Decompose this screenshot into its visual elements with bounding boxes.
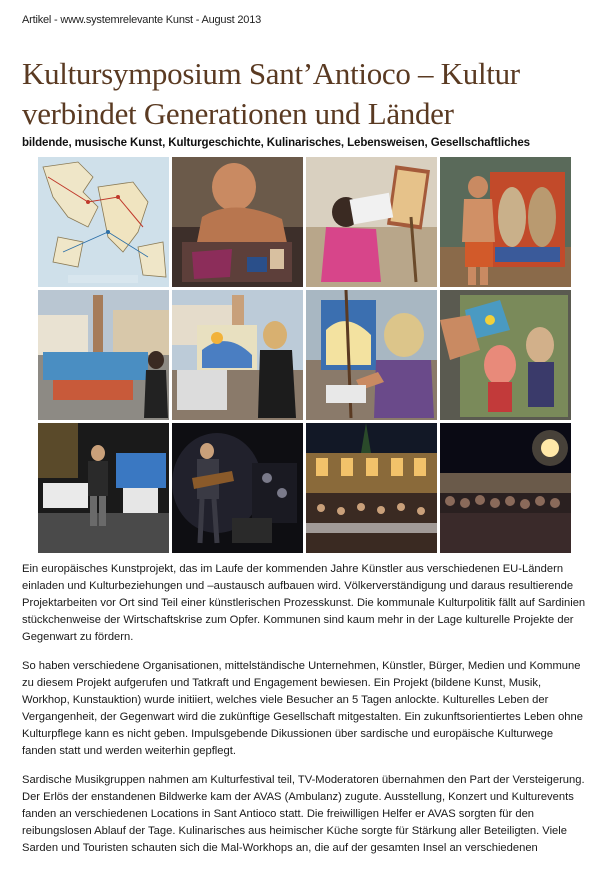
paragraph-2: So haben verschiedene Organisationen, mittelständische Unternehmen, Künstler, Bürger, Medien und Kommune zu diesem Projekt aufgerufen und Tatkraft und Engagement bewiesen. Ein Projekt (bildene Kunst, Musik, Workhop, Kunstauktion) wurde initiiert, welches viele Besucher an 5 Tagen anlockte. Kulturelles Leben der Vergangenheit, der Gegenwart wird die zukünftige Gesellschaft mitgestalten. Ein zukunftsorientiertes Leben ohne Kulturpflege kann es nicht geben. Impulsgebende Dikussionen über sardische und europäische Kulturwege fanden statt und werden weiterhin gepflegt. <box>22 660 583 757</box>
paragraph-1: Ein europäisches Kunstprojekt, das im Laufe der kommenden Jahre Künstler aus verschiedenen EU-Ländern einladen und Kulturbeziehungen und –austausch aufbauen wird. Völkerverständigung und daraus resultierende Projektarbeiten vor Ort sind Teil einer künstlerischen Prozesskunst. Die kommunale Kulturpolitik fällt auf Sardinien stückchenweise der Wirtschaftskrise zum Opfer. Kommunen sind kaum mehr in der Lage kulturelle Projekte der Gegenwart zu fördern. <box>22 563 586 643</box>
night-concert-photo <box>172 423 303 553</box>
woman-painting-photo <box>306 157 437 287</box>
paragraph-3: Sardische Musikgruppen nahmen am Kulturfestival teil, TV-Moderatoren übernahmen den Part der Versteigerung. Der Erlös der enstandenen Bildwerke kam der AVAS (Ambulanz) zugute. Ausstellung, Konzert und Kulturevents fanden an verschiedenen Locations in Sant Antioco statt. Die freiwilligen Helfer er AVAS sorgten für den reibungslosen Ablauf der Tage. Kulinarisches aus heimischer Küche sorgte für Stärkung aller Beteiligten. Viele Sarden und Touristen schauten sich die Mal-Workhops an, die auf der gesamten Insel an verschiedenen <box>22 774 585 854</box>
article-title <box>22 54 592 134</box>
artist-painting-photo <box>172 157 303 287</box>
night-crowd-photo <box>440 423 571 553</box>
man-with-painting-photo <box>440 157 571 287</box>
woman-with-painting-photo <box>172 290 303 420</box>
stage-banner-photo <box>38 290 169 420</box>
map-photo <box>38 157 169 287</box>
colorful-canvas-photo <box>440 290 571 420</box>
title-line-1: Kultursymposium Sant’Antioco – Kultur <box>22 55 520 91</box>
photo-gallery <box>38 157 572 555</box>
title-line-2: verbindet Generationen und Länder <box>22 95 454 131</box>
night-square-audience-photo <box>306 423 437 553</box>
article-subtitle: bildende, musische Kunst, Kulturgeschichte, Kulinarisches, Lebensweisen, Gesellschaftliches <box>22 137 530 149</box>
woman-at-easel-photo <box>306 290 437 420</box>
night-stage-speaker-photo <box>38 423 169 553</box>
source-line: Artikel - www.systemrelevante Kunst - August 2013 <box>22 14 262 26</box>
article-body <box>22 561 590 857</box>
